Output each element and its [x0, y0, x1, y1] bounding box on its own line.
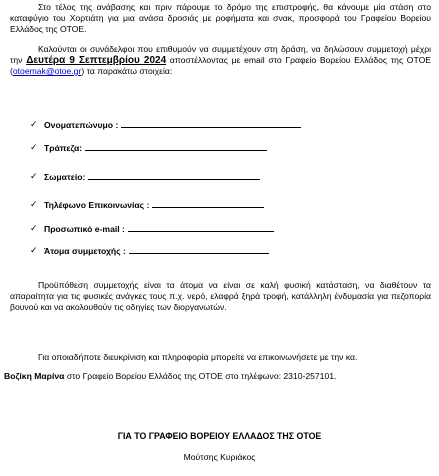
deadline-date: Δευτέρα 9 Σεπτεμβρίου 2024: [26, 55, 167, 66]
signature-person: Μούτσης Κυριάκος: [183, 452, 256, 462]
phone-blank[interactable]: [152, 206, 264, 208]
field-bank: [30, 141, 267, 153]
check-icon: ✓: [30, 119, 38, 129]
field-label: Σωματείο:: [44, 172, 86, 182]
call-text-part1: Καλούνται οι συνάδελφοι που επιθυμούν να συμμετέχουν στη δράση, να δηλώσουν συμμετοχή μέχρι την: [10, 44, 431, 65]
email-link[interactable]: otoemak@otoe.gr: [12, 66, 82, 76]
field-label: Τράπεζα:: [44, 143, 83, 153]
call-text-part3: ) τα παρακάτω στοιχεία:: [81, 66, 173, 76]
check-icon: ✓: [30, 223, 38, 233]
check-icon: ✓: [30, 171, 38, 181]
call-paragraph: [0, 44, 439, 77]
field-email: [30, 222, 274, 234]
prerequisite-text: Προϋπόθεση συμμετοχής είναι τα άτομα να είναι σε καλή φυσική κατάσταση, να διαθέτουν τα απαραίτητα για τις φυσικές ανάγκες τους π.χ. νερό, ελαφρά ξηρά τροφή, κατάλληλη ένδυμασία για πεζοπορία βουνού και να ακολουθούν τις οδηγίες των διοργανωτών.: [10, 280, 431, 312]
check-icon: ✓: [30, 245, 38, 255]
signature-org: ΓΙΑ ΤΟ ΓΡΑΦΕΙΟ ΒΟΡΕΙΟΥ ΕΛΛΑΔΟΣ ΤΗΣ ΟΤΟΕ: [117, 431, 322, 441]
intro-text: Στο τέλος της ανάβασης και πριν πάρουμε το δρόμο της επιστροφής, θα κάνουμε μία στάση στο καταφύγιο του Χορτιάτη για μια ανάσα δροσιάς με ροφήματα και σνακ, προσφορά του Γραφείου Βορείου Ελλάδος της ΟΤΟΕ.: [10, 2, 431, 34]
field-union: [30, 170, 260, 182]
call-text-part2: αποστέλλοντας με email στο Γραφείο Βορείου Ελλάδος της ΟΤΟΕ (: [10, 55, 431, 76]
email-blank[interactable]: [128, 230, 274, 232]
contact-paragraph-2: [0, 371, 439, 382]
field-attendees: [30, 244, 269, 256]
contact-text: Για οποιαδήποτε διευκρίνιση και πληροφορία μπορείτε να επικοινωνήσετε με την κα.: [38, 352, 358, 362]
union-blank[interactable]: [88, 178, 260, 180]
intro-paragraph: [0, 2, 439, 35]
field-label: Προσωπικό e-mail :: [44, 224, 125, 234]
field-phone: [30, 198, 264, 210]
registration-form: [30, 110, 430, 260]
bank-blank[interactable]: [85, 149, 267, 151]
attendees-blank[interactable]: [129, 252, 269, 254]
field-label: Τηλέφωνο Επικοινωνίας :: [44, 200, 150, 210]
prerequisite-paragraph: [0, 280, 439, 313]
contact-name: Βοζίκη Μαρίνα: [4, 371, 65, 381]
field-label: Ονοματεπώνυμο :: [44, 120, 119, 130]
fullname-blank[interactable]: [121, 126, 301, 128]
check-icon: ✓: [30, 142, 38, 152]
contact-paragraph: [0, 352, 439, 363]
field-fullname: [30, 118, 301, 130]
field-label: Άτομα συμμετοχής :: [44, 246, 126, 256]
check-icon: ✓: [30, 199, 38, 209]
contact-phone-text: στο Γραφείο Βορείου Ελλάδος της ΟΤΟΕ στο τηλέφωνο: 2310-257101.: [64, 371, 337, 381]
